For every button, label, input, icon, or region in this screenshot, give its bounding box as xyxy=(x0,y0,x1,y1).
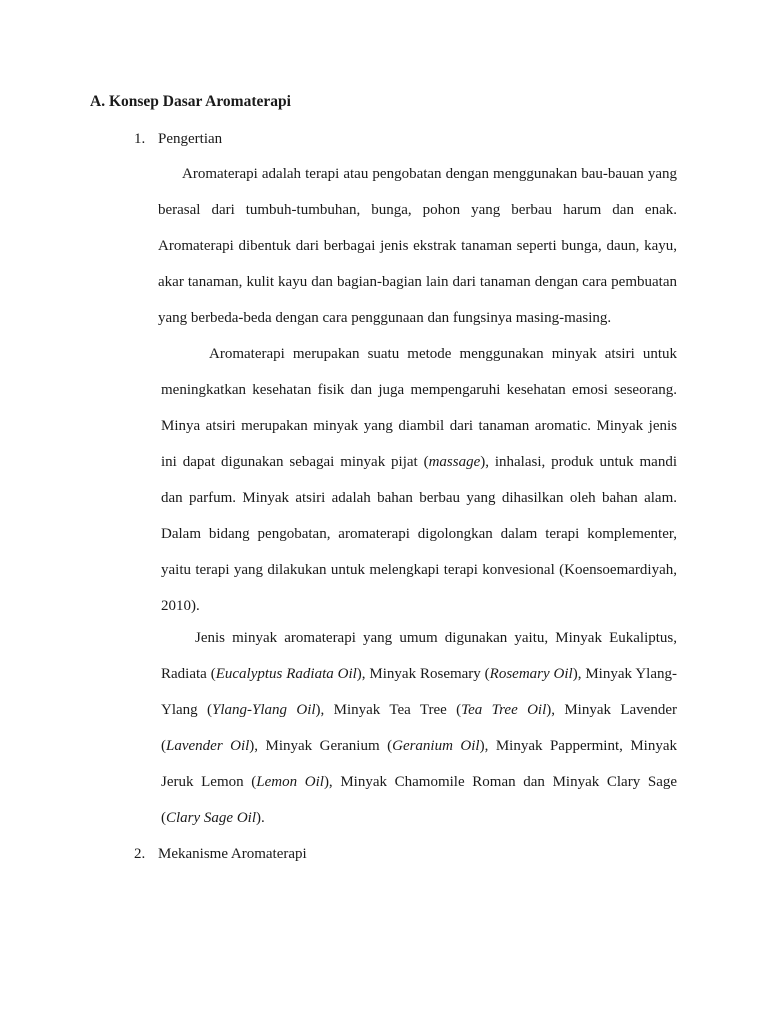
list-item-mekanisme xyxy=(134,843,307,865)
text-segment: Jenis minyak aromaterapi yang umum digunakan yaitu, Minyak Eukaliptus, Radiata ( xyxy=(161,630,677,682)
list-number: 1. xyxy=(134,131,146,147)
list-number: 2. xyxy=(134,846,146,862)
text-segment: ), Minyak Ylang-Ylang ( xyxy=(161,666,677,718)
section-heading: A. Konsep Dasar Aromaterapi xyxy=(90,93,291,110)
text-segment: ), Minyak Tea Tree ( xyxy=(315,702,462,718)
italic-term: massage xyxy=(428,454,481,470)
text-segment: ), Minyak Geranium ( xyxy=(249,738,393,754)
paragraph-oil-types xyxy=(161,620,677,836)
text-segment: ), Minyak Pappermint, Minyak Jeruk Lemon ( xyxy=(161,738,677,790)
text-segment: ). xyxy=(256,810,265,826)
italic-term: Geranium Oil xyxy=(392,738,480,754)
italic-term: Rosemary Oil xyxy=(489,666,573,682)
italic-term: Tea Tree Oil xyxy=(461,702,547,718)
italic-term: Lavender Oil xyxy=(166,738,250,754)
text-segment: ), inhalasi, produk untuk mandi dan parfum. Minyak atsiri adalah bahan berbau yang dihasilkan oleh bahan alam. Dalam bidang pengobatan, aromaterapi digolongkan dalam terapi komplementer, yaitu terapi yang dilakukan untuk melengkapi terapi konvesional (Koensoemardiyah, 2010). xyxy=(161,454,677,614)
text-segment: ), Minyak Rosemary ( xyxy=(356,666,490,682)
italic-term: Lemon Oil xyxy=(256,774,324,790)
list-label: Mekanisme Aromaterapi xyxy=(158,846,307,862)
paragraph-method xyxy=(161,336,677,624)
text-segment: ), Minyak Lavender ( xyxy=(161,702,677,754)
italic-term: Clary Sage Oil xyxy=(166,810,256,826)
italic-term: Eucalyptus Radiata Oil xyxy=(215,666,357,682)
italic-term: Ylang-Ylang Oil xyxy=(212,702,316,718)
text-segment: ), Minyak Chamomile Roman dan Minyak Clary Sage ( xyxy=(161,774,678,826)
list-label: Pengertian xyxy=(158,131,223,147)
paragraph-definition: Aromaterapi adalah terapi atau pengobatan dengan menggunakan bau-bauan yang berasal dari tumbuh-tumbuhan, bunga, pohon yang berbau harum dan enak. Aromaterapi dibentuk dari berbagai jenis ekstrak tanaman seperti bunga, daun, kayu, akar tanaman, kulit kayu dan bagian-bagian lain dari tanaman dengan cara pembuatan yang berbeda-beda dengan cara penggunaan dan fungsinya masing-masing. xyxy=(158,166,677,326)
list-item-pengertian xyxy=(134,128,222,150)
text-segment: Aromaterapi merupakan suatu metode menggunakan minyak atsiri untuk meningkatkan kesehatan fisik dan juga mempengaruhi kesehatan emosi seseorang. Minya atsiri merupakan minyak yang diambil dari tanaman aromatic. Minyak jenis ini dapat digunakan sebagai minyak pijat ( xyxy=(161,346,677,470)
